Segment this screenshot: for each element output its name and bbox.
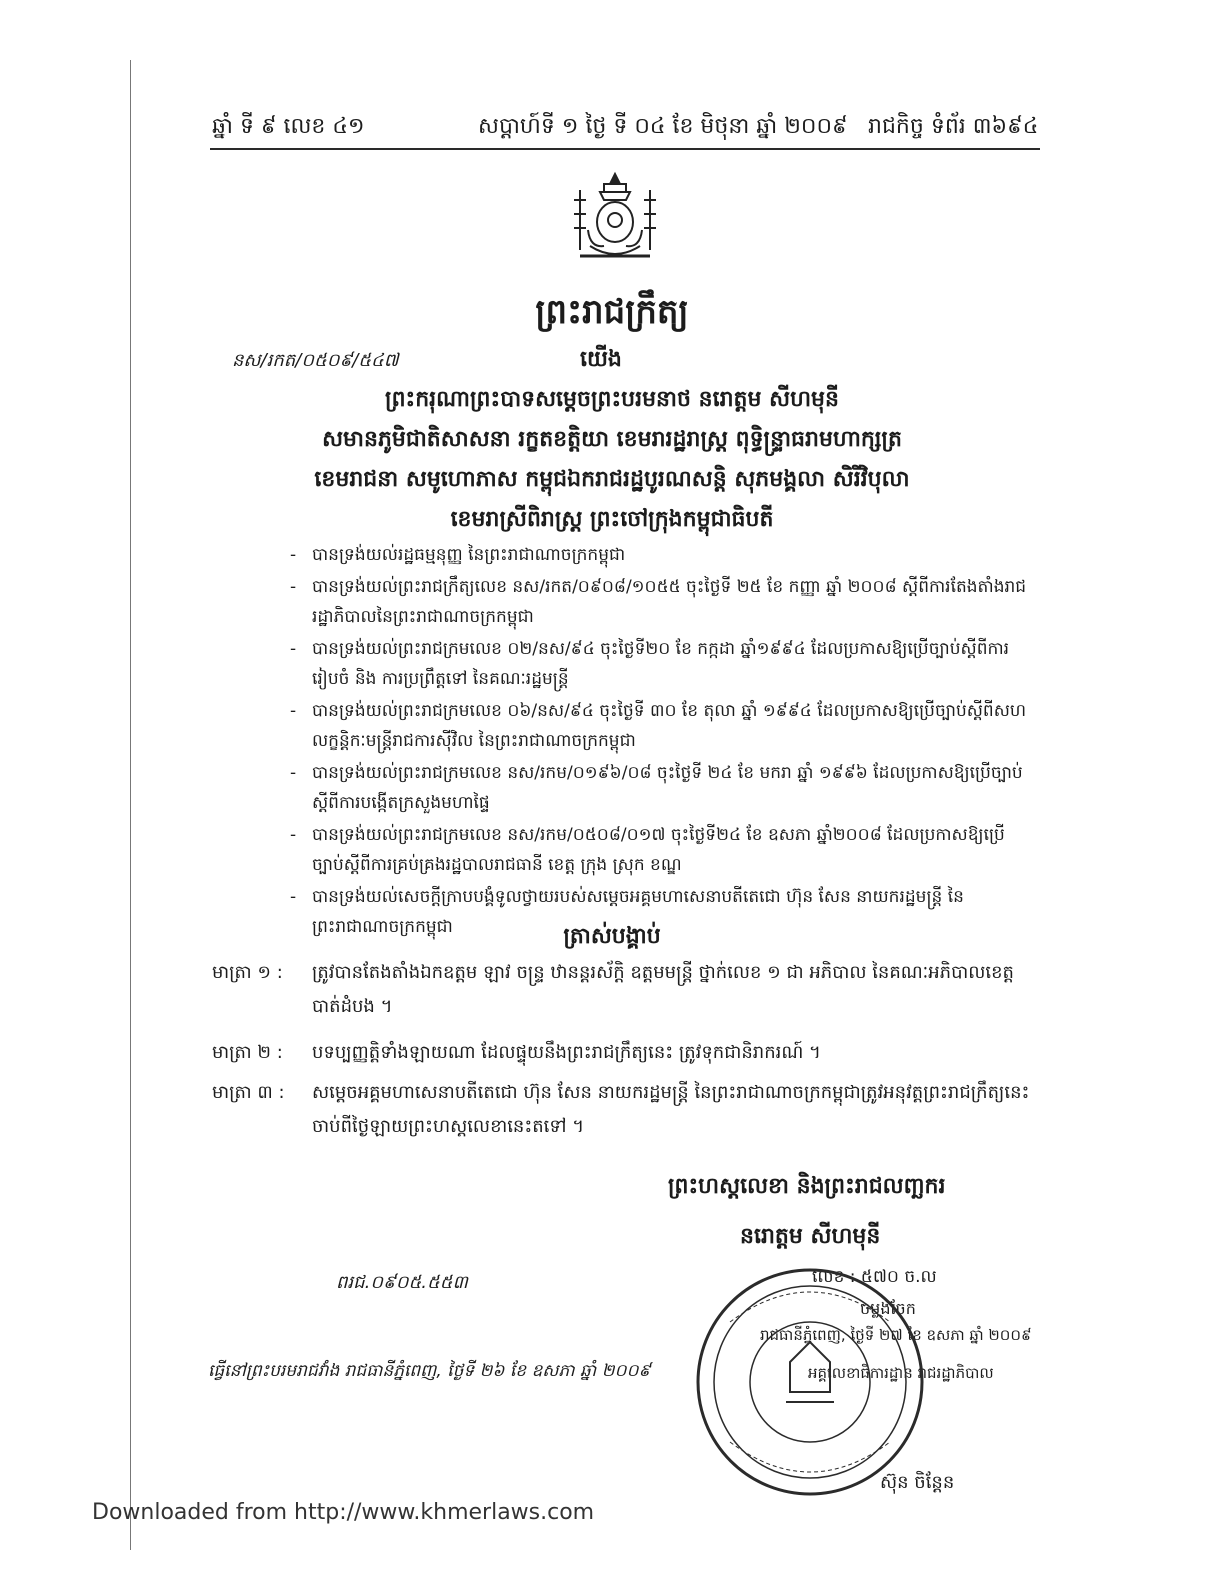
article-text: បទប្បញ្ញត្តិទាំងឡាយណា ដែលផ្ទុយនឹងព្រះរាជក្រឹត្យនេះ ត្រូវទុកជានិរាករណ៍ ។ <box>312 1042 821 1063</box>
seal-date: រាជធានីភ្នំពេញ, ថ្ងៃទី ២៧ ខែ ឧសភា ឆ្នាំ ២០០៩ <box>760 1326 1032 1344</box>
gazette-week-date: សប្តាហ៍ទី ១ ថ្ងៃ ទី ០៤ ខែ មិថុនា ឆ្នាំ ២០០៩ <box>478 114 848 139</box>
secretariat-label: អគ្គលេខាធិការដ្ឋាន រាជរដ្ឋាភិបាល <box>808 1364 994 1382</box>
preamble-item: - បានទ្រង់យល់រដ្ឋធម្មនុញ្ញ នៃព្រះរាជាណាចក្រកម្ពុជា <box>290 545 626 565</box>
article-3 <box>212 1076 1042 1144</box>
king-title-line-4: ខេមរាស្រីពិរាស្ត្រ ព្រះចៅក្រុងកម្ពុជាធិបតី <box>450 507 774 532</box>
king-title-line-3: ខេមរាជនា សមូហោភាស កម្ពុជឯករាជរដ្ឋបូរណសន្តិ សុភមង្គលា សិរីវិបុលា <box>314 467 910 492</box>
preamble-item: - បានទ្រង់យល់ព្រះរាជក្រមលេខ នស/រកម/០៥០៨/០១៧ ចុះថ្ងៃទី២៤ ខែ ឧសភា ឆ្នាំ២០០៨ ដែលប្រកាសឱ្យប្រើច្បាប់ស្តីពីការគ្រប់គ្រងរដ្ឋបាលរាជធានី ខេត្ត ក្រុង ស្រុក ខណ្ឌ <box>290 825 1005 875</box>
preamble-item: - បានទ្រង់យល់ព្រះរាជក្រឹត្យលេខ នស/រកត/០៩០៨/១០៥៥ ចុះថ្ងៃទី ២៥ ខែ កញ្ញា ឆ្នាំ ២០០៨ ស្តីពីការតែងតាំងរាជរដ្ឋាភិបាលនៃព្រះរាជាណាចក្រកម្ពុជា <box>290 577 1027 627</box>
registry-number: ពរជ.០៩០៥.៥៥៣ <box>336 1272 468 1293</box>
copy-reference: លេខ : ៥៧០ ច.ល <box>812 1267 937 1287</box>
we-heading: យើង <box>580 347 622 372</box>
decree-title: ព្រះរាជក្រឹត្យ <box>535 292 689 332</box>
preamble-list <box>290 540 1030 944</box>
gazette-page: រាជកិច្ច ទំព័រ ៣៦៩៤ <box>868 114 1039 139</box>
article-label: មាត្រា ២ : <box>212 1042 283 1063</box>
place-and-date: ធ្វើនៅព្រះបរមរាជវាំង រាជធានីភ្នំពេញ, ថ្ងៃទី ២៦ ខែ ឧសភា ឆ្នាំ ២០០៩ <box>208 1361 651 1381</box>
preamble-item: - បានទ្រង់យល់ព្រះរាជក្រមលេខ ០៦/នស/៩៤ ចុះថ្ងៃទី ៣០ ខែ តុលា ឆ្នាំ ១៩៩៤ ដែលប្រកាសឱ្យប្រើច្បាប់ស្តីពីសហលក្ខន្តិកៈមន្ត្រីរាជការស៊ីវិល នៃព្រះរាជាណាចក្រកម្ពុជា <box>290 701 1027 751</box>
left-margin-rule <box>130 60 131 1550</box>
king-title-line-2: សមានភូមិជាតិសាសនា រក្ខតខត្តិយា ខេមរារដ្ឋរាស្ត្រ ពុទ្ធិន្ទ្រាធរាមហាក្សត្រ <box>322 427 902 452</box>
article-text: ត្រូវបានតែងតាំងឯកឧត្តម ឡាវ ចន្ទ្រ ឋានន្តរស័ក្តិ ឧត្តមមន្ត្រី ថ្នាក់លេខ ១ ជា អភិបាល នៃគណៈអភិបាលខេត្តបាត់ដំបង ។ <box>312 962 1014 1017</box>
preamble-item: - បានទ្រង់យល់ព្រះរាជក្រមលេខ ០២/នស/៩៤ ចុះថ្ងៃទី២០ ខែ កក្កដា ឆ្នាំ១៩៩៤ ដែលប្រកាសឱ្យប្រើច្បាប់ស្តីពីការរៀបចំ និង ការប្រព្រឹត្តទៅ នៃគណៈរដ្ឋមន្ត្រី <box>290 639 1010 689</box>
download-source-footer: Downloaded from http://www.khmerlaws.com <box>92 1500 595 1525</box>
royal-signature-name: នរោត្តម សីហមុនី <box>740 1224 881 1249</box>
decrees-heading: ត្រាស់បង្គាប់ <box>563 924 661 949</box>
article-1 <box>212 956 1042 1024</box>
king-title-line-1: ព្រះករុណាព្រះបាទសម្តេចព្រះបរមនាថ នរោត្តម សីហមុនី <box>385 387 839 412</box>
certified-copy: ចម្លងចែក <box>860 1299 916 1318</box>
royal-coat-of-arms-icon <box>560 170 670 265</box>
reference-number: នស/រកត/០៥០៩/៥៤៧ <box>232 350 399 371</box>
article-2 <box>212 1036 1042 1070</box>
article-label: មាត្រា ៣ : <box>212 1082 285 1103</box>
seal-signer-name: ស៊ុន ចិន្តែន <box>880 1472 955 1493</box>
preamble-item: - បានទ្រង់យល់ព្រះរាជក្រមលេខ នស/រកម/០១៩៦/០៨ ចុះថ្ងៃទី ២៤ ខែ មករា ឆ្នាំ ១៩៩៦ ដែលប្រកាសឱ្យប្រើច្បាប់ស្តីពីការបង្កើតក្រសួងមហាផ្ទៃ <box>290 763 1023 813</box>
article-text: សម្តេចអគ្គមហាសេនាបតីតេជោ ហ៊ុន សែន នាយករដ្ឋមន្ត្រី នៃព្រះរាជាណាចក្រកម្ពុជាត្រូវអនុវត្តព្រះរាជក្រឹត្យនេះ ចាប់ពីថ្ងៃឡាយព្រះហស្តលេខានេះតទៅ ។ <box>312 1082 1030 1137</box>
article-label: មាត្រា ១ : <box>212 962 283 983</box>
gazette-volume: ឆ្នាំ ទី ៩ លេខ ៤១ <box>212 114 365 139</box>
preamble-item: - បានទ្រង់យល់សេចក្តីក្រាបបង្គំទូលថ្វាយរបស់សម្តេចអគ្គមហាសេនាបតីតេជោ ហ៊ុន សែន នាយករដ្ឋមន្ត្រី នៃព្រះរាជាណាចក្រកម្ពុជា <box>290 887 964 937</box>
official-seal-icon <box>690 1262 930 1502</box>
royal-signature-caption: ព្រះហស្តលេខា និងព្រះរាជលញ្ឆករ <box>668 1174 946 1199</box>
